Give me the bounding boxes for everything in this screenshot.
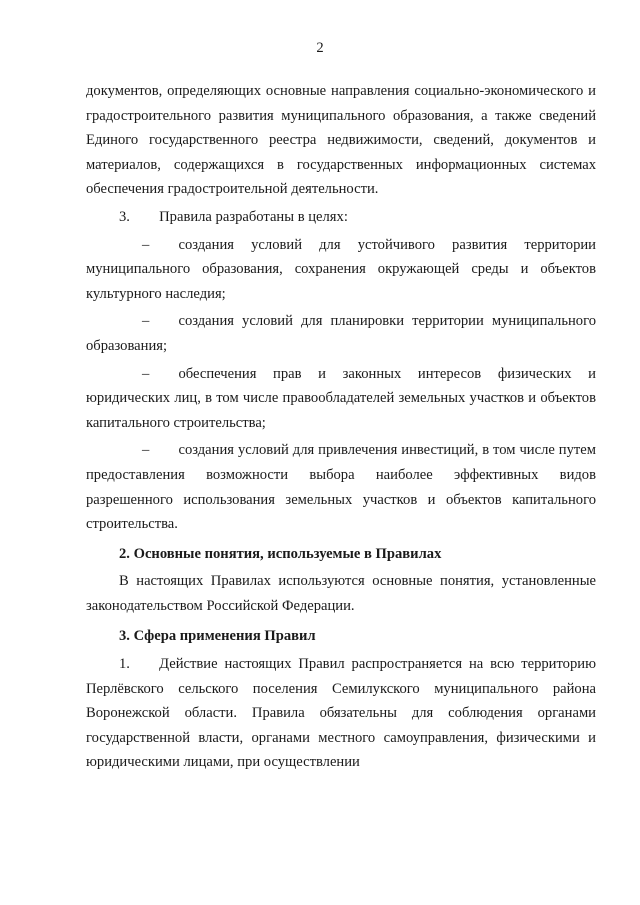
intro-continuation-paragraph: документов, определяющих основные направления социально-экономического и градостроительного развития муниципального образования, а также сведений Единого государственного реестра недвижимости, сведений, документов и материалов, содержащихся в государственных информационных системах обеспечения градостроительной деятельности. [86,83,596,198]
section-3-heading: 3. Сфера применения Правил [119,628,316,645]
goal-item: – создания условий для устойчивого развития территории муниципального образования, сохранения окружающей среды и объектов культурного наследия; [86,236,596,302]
goal-item: – создания условий для планировки территории муниципального образования; [86,313,596,354]
section-3-item-1-paragraph: 1. Действие настоящих Правил распространяется на всю территорию Перлёвского сельского поселения Семилукского муниципального района Воронежской области. Правила обязательны для соблюдения органами государственной власти, органами местного самоуправления, физическими и юридическими лицами, при осуществлении [86,656,596,771]
goal-item: – обеспечения прав и законных интересов физических и юридических лиц, в том числе правообладателей земельных участков и объектов капитального строительства; [86,365,596,431]
item-3-paragraph: 3. Правила разработаны в целях: [119,208,348,225]
document-body [86,79,596,775]
goal-item: – создания условий для привлечения инвестиций, в том числе путем предоставления возможности выбора наиболее эффективных видов разрешенного использования земельных участков и объектов капитального строительства. [86,442,596,533]
page-number: 2 [316,40,324,56]
section-2-paragraph: В настоящих Правилах используются основные понятия, установленные законодательством Российской Федерации. [86,573,596,614]
section-2-heading: 2. Основные понятия, используемые в Правилах [119,545,442,562]
